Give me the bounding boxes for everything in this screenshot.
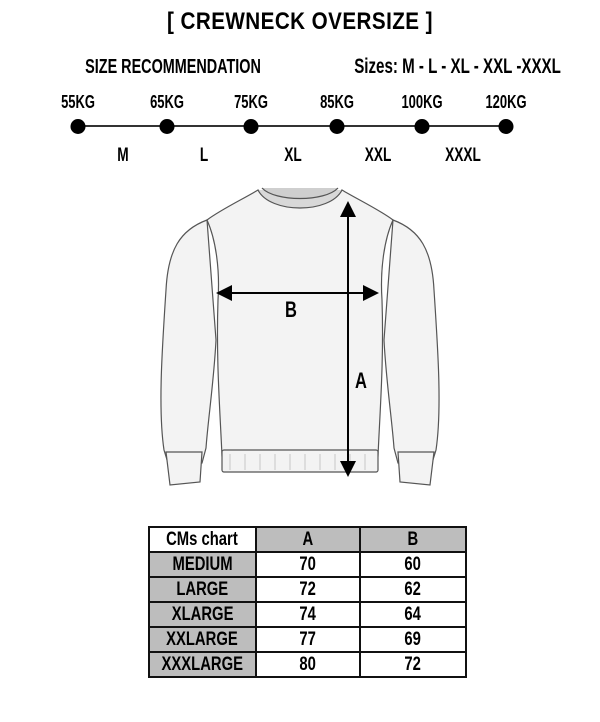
measure-a-cell: 74: [256, 602, 360, 627]
table-row: [149, 552, 466, 577]
measure-b-cell: 72: [360, 652, 466, 677]
scale-dot: [244, 119, 259, 134]
measure-b-cell: 64: [360, 602, 466, 627]
size-name-cell: XXXLARGE: [149, 652, 256, 677]
weight-label: 100KG: [401, 92, 443, 112]
size-label: M: [117, 145, 129, 166]
size-label: XXL: [364, 145, 392, 166]
available-sizes-text: Sizes: M - L - XL - XXL -XXXL: [354, 55, 561, 78]
size-recommendation-label: SIZE RECOMMENDATION: [85, 56, 261, 78]
scale-dot: [160, 119, 175, 134]
size-name-cell: MEDIUM: [149, 552, 256, 577]
measure-a-cell: 70: [256, 552, 360, 577]
weight-label: 65KG: [150, 92, 184, 112]
size-name-cell: LARGE: [149, 577, 256, 602]
length-label: A: [355, 368, 367, 393]
table-row: [149, 627, 466, 652]
table-header-row: [149, 527, 466, 552]
measure-b-cell: 60: [360, 552, 466, 577]
size-chart-table: [148, 526, 467, 678]
measure-a-cell: 80: [256, 652, 360, 677]
measure-a-cell: 72: [256, 577, 360, 602]
scale-line: [78, 125, 506, 127]
table-row: [149, 652, 466, 677]
sweatshirt-diagram: [150, 180, 450, 500]
measure-b-cell: 62: [360, 577, 466, 602]
scale-dot: [71, 119, 86, 134]
weight-label: 85KG: [320, 92, 354, 112]
size-label: L: [199, 145, 209, 166]
scale-dot: [499, 119, 514, 134]
size-name-cell: XXLARGE: [149, 627, 256, 652]
weight-label: 55KG: [61, 92, 95, 112]
scale-dot: [330, 119, 345, 134]
table-header-cell: A: [256, 527, 360, 552]
table-header-cell: B: [360, 527, 466, 552]
width-label: B: [285, 297, 297, 322]
measure-b-cell: 69: [360, 627, 466, 652]
sweatshirt-icon: [161, 188, 439, 485]
page-title: [ CREWNECK OVERSIZE ]: [167, 8, 433, 35]
scale-dot: [415, 119, 430, 134]
table-header-cell: CMs chart: [149, 527, 256, 552]
weight-label: 75KG: [234, 92, 268, 112]
weight-label: 120KG: [485, 92, 527, 112]
table-row: [149, 577, 466, 602]
measure-a-cell: 77: [256, 627, 360, 652]
size-name-cell: XLARGE: [149, 602, 256, 627]
size-label: XXXL: [445, 145, 481, 166]
size-label: XL: [284, 145, 302, 166]
table-row: [149, 602, 466, 627]
